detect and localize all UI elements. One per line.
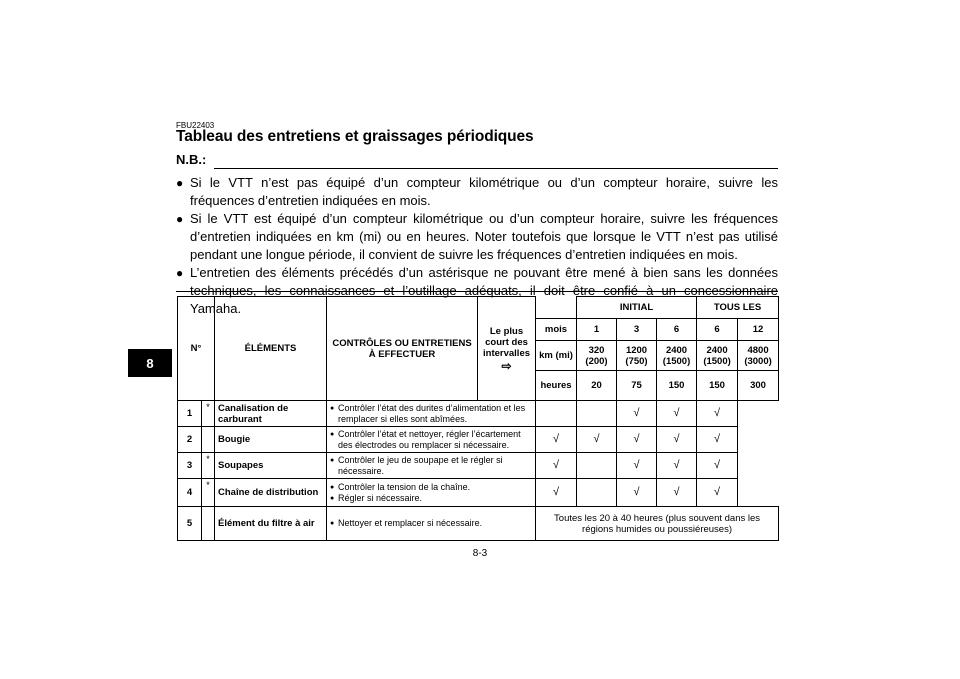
interval-mois: 6	[697, 319, 738, 341]
check-cell: √	[697, 453, 738, 479]
action-text: Régler si nécessaire.	[338, 492, 423, 503]
check-cell: √	[536, 453, 577, 479]
asterisk-mark: *	[202, 453, 215, 479]
table-row	[178, 479, 779, 507]
header-controls: CONTRÔLES OU ENTRETIENS À EFFECTUER	[327, 297, 478, 401]
interval-heures: 300	[738, 371, 779, 401]
interval-km: 1200 (750)	[617, 341, 657, 371]
table-row	[178, 453, 779, 479]
chapter-tab: 8	[128, 349, 172, 377]
check-cell	[577, 453, 617, 479]
action-text: Contrôler la tension de la chaîne.	[338, 481, 471, 492]
list-item	[176, 210, 778, 264]
note-divider	[214, 168, 778, 169]
page-title: Tableau des entretiens et graissages périodiques	[176, 128, 534, 145]
action-text: Contrôler l’état des durites d’alimentation et les remplacer si elles sont abîmées.	[338, 402, 526, 424]
header-shortest-label: Le plus court des intervalles	[483, 325, 531, 359]
header-no: N°	[178, 297, 215, 401]
check-cell: √	[657, 427, 697, 453]
check-cell: √	[617, 453, 657, 479]
interval-note: Toutes les 20 à 40 heures (plus souvent dans les régions humides ou poussiéreuses)	[536, 507, 779, 541]
row-element: Chaîne de distribution	[215, 479, 327, 507]
note-text: Si le VTT n’est pas équipé d’un compteur kilométrique ou d’un compteur horaire, suivre les fréquences d’entretien indiquées en mois.	[190, 175, 778, 208]
check-cell: √	[536, 427, 577, 453]
check-cell: √	[697, 427, 738, 453]
interval-heures: 150	[697, 371, 738, 401]
row-number: 2	[178, 427, 202, 453]
check-cell: √	[577, 427, 617, 453]
interval-km: 4800 (3000)	[738, 341, 779, 371]
check-cell: √	[697, 401, 738, 427]
row-actions	[327, 507, 536, 541]
interval-mois: 12	[738, 319, 779, 341]
bullet-icon: ●	[330, 483, 335, 491]
row-number: 1	[178, 401, 202, 427]
check-cell: √	[617, 401, 657, 427]
row-element: Élément du filtre à air	[215, 507, 327, 541]
row-actions	[327, 479, 536, 507]
interval-mois: 3	[617, 319, 657, 341]
bullet-icon: ●	[330, 456, 335, 464]
header-initial: INITIAL	[577, 297, 697, 319]
interval-heures: 75	[617, 371, 657, 401]
row-element: Canalisation de carburant	[215, 401, 327, 427]
bullet-icon: ●	[176, 266, 184, 280]
page-number: 8-3	[472, 548, 488, 559]
interval-km: 2400 (1500)	[697, 341, 738, 371]
check-cell: √	[617, 479, 657, 507]
bullet-icon: ●	[330, 520, 335, 527]
interval-mois: 6	[657, 319, 697, 341]
note-text: Si le VTT est équipé d’un compteur kilométrique ou d’un compteur horaire, suivre les fréquences d’entretien indiquées en km (mi) ou en heures. Noter toutefois que lorsque le VTT n’est pas utilisé pendant une longue période, il convient de suivre les fréquences d’entretien indiquées en mois.	[190, 211, 778, 262]
check-cell	[577, 401, 617, 427]
row-element: Soupapes	[215, 453, 327, 479]
header-blank	[536, 297, 577, 319]
asterisk-mark	[202, 427, 215, 453]
interval-heures: 20	[577, 371, 617, 401]
bullet-icon: ●	[176, 212, 184, 226]
check-cell	[577, 479, 617, 507]
interval-km: 2400 (1500)	[657, 341, 697, 371]
action-text: Contrôler le jeu de soupape et le régler si nécessaire.	[338, 454, 503, 476]
bullet-icon: ●	[330, 494, 335, 502]
note-end-divider	[176, 291, 778, 292]
row-element: Bougie	[215, 427, 327, 453]
check-cell: √	[536, 479, 577, 507]
action-text: Contrôler l’état et nettoyer, régler l’écartement des électrodes ou remplacer si nécessaire.	[338, 428, 521, 450]
asterisk-mark: *	[202, 401, 215, 427]
header-mois: mois	[536, 319, 577, 341]
table-row	[178, 427, 779, 453]
row-actions	[327, 401, 536, 427]
arrow-right-icon: ⇨	[501, 358, 512, 373]
bullet-icon: ●	[330, 430, 335, 438]
bullet-icon: ●	[176, 176, 184, 190]
header-heures: heures	[536, 371, 577, 401]
header-elements: ÉLÉMENTS	[215, 297, 327, 401]
list-item	[176, 174, 778, 210]
section-code: FBU22403	[176, 121, 215, 130]
row-number: 5	[178, 507, 202, 541]
check-cell: √	[657, 453, 697, 479]
header-shortest	[478, 297, 536, 401]
check-cell: √	[657, 401, 697, 427]
check-cell	[536, 401, 577, 427]
asterisk-mark: *	[202, 479, 215, 507]
note-label: N.B.:	[176, 152, 207, 167]
row-number: 4	[178, 479, 202, 507]
interval-km: 320 (200)	[577, 341, 617, 371]
row-actions	[327, 453, 536, 479]
interval-heures: 150	[657, 371, 697, 401]
bullet-icon: ●	[330, 404, 335, 412]
table-row	[178, 401, 779, 427]
interval-mois: 1	[577, 319, 617, 341]
asterisk-mark	[202, 507, 215, 541]
action-text: Nettoyer et remplacer si nécessaire.	[338, 518, 483, 528]
maintenance-table	[177, 296, 779, 541]
header-km: km (mi)	[536, 341, 577, 371]
row-actions	[327, 427, 536, 453]
row-number: 3	[178, 453, 202, 479]
table-row	[178, 507, 779, 541]
check-cell: √	[657, 479, 697, 507]
check-cell: √	[697, 479, 738, 507]
note-text: L’entretien des éléments précédés d’un astérisque ne pouvant être mené à bien sans les données techniques, les connaissances et l’outillage adéquats, il doit être confié à un concessionnaire Yamaha.	[190, 265, 778, 316]
check-cell: √	[617, 427, 657, 453]
header-every: TOUS LES	[697, 297, 779, 319]
